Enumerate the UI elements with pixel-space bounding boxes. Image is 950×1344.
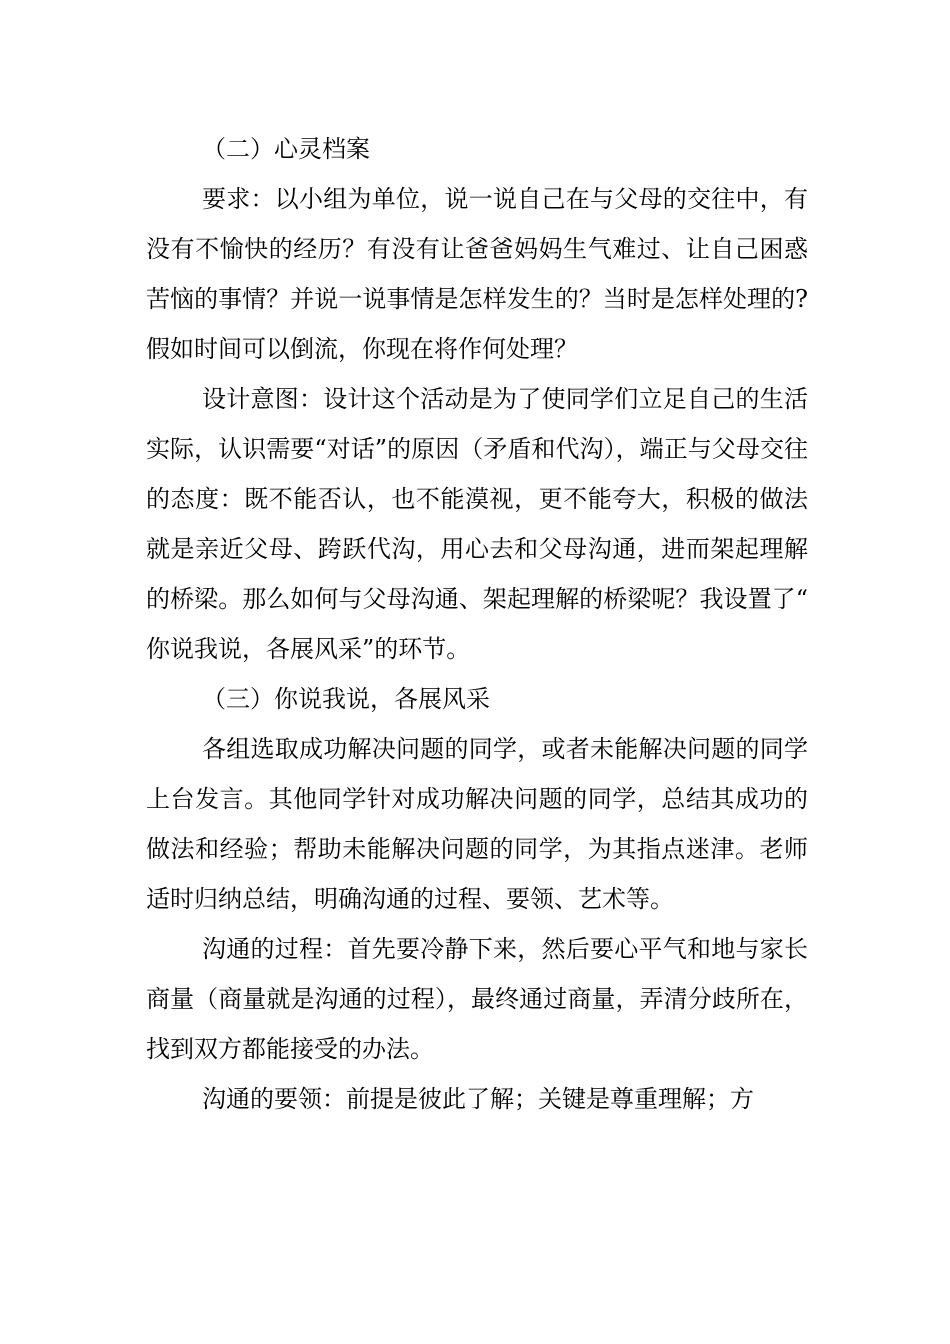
paragraph-requirement: 要求：以小组为单位，说一说自己在与父母的交往中，有没有不愉快的经历？有没有让爸爸妈妈生气难过、让自己困惑苦恼的事情？并说一说事情是怎样发生的？当时是怎样处理的?假如时间可以倒流，你现在将作何处理？ [146, 185, 808, 363]
document-page [146, 124, 808, 1124]
section-heading-heart-file: （二）心灵档案 [202, 135, 370, 163]
section-heading-you-say-i-say: （三）你说我说，各展风采 [202, 685, 490, 713]
paragraph-communication-process: 沟通的过程：首先要冷静下来，然后要心平气和地与家长商量（商量就是沟通的过程），最终通过商量，弄清分歧所在，找到双方都能接受的办法。 [146, 935, 808, 1063]
paragraph-group-speeches: 各组选取成功解决问题的同学，或者未能解决问题的同学上台发言。其他同学针对成功解决问题的同学，总结其成功的做法和经验；帮助未能解决问题的同学，为其指点迷津。老师适时归纳总结，明确沟通的过程、要领、艺术等。 [146, 735, 808, 913]
paragraph-communication-essentials: 沟通的要领：前提是彼此了解；关键是尊重理解；方 [202, 1085, 754, 1113]
paragraph-design-intent: 设计意图：设计这个活动是为了使同学们立足自己的生活实际，认识需要“对话”的原因（矛盾和代沟），端正与父母交往的态度：既不能否认，也不能漠视，更不能夸大，积极的做法就是亲近父母、跨跃代沟，用心去和父母沟通，进而架起理解的桥梁。那么如何与父母沟通、架起理解的桥梁呢？我设置了“你说我说，各展风采”的环节。 [146, 385, 808, 663]
